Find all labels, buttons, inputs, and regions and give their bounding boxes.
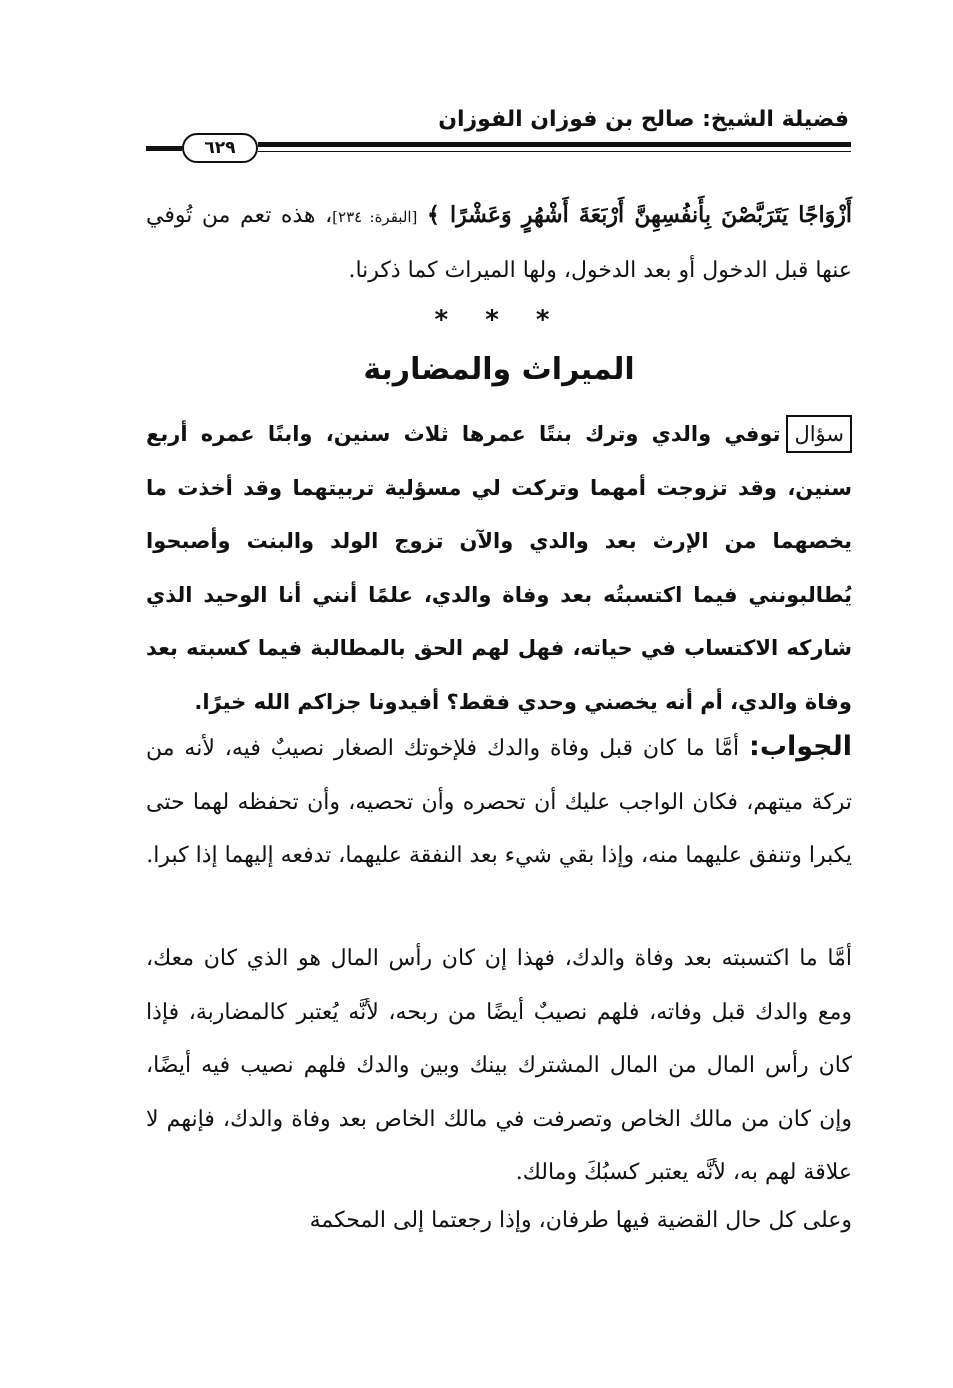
intro-paragraph: [146, 188, 852, 298]
question-text: توفي والدي وترك بنتًا عمرها ثلاث سنين، وابنًا عمره أربع سنين، وقد تزوجت أمهما وتركت لي مسؤلية تربيتهما وقد أخذت ما يخصهما من الإرث بعد والدي والآن تزوج الولد والبنت وأصبحوا يُطالبونني فيما اكتسبتُه بعد وفاة والدي، علمًا أنني أنا الوحيد الذي شاركه الاكتساب في حياته، فهل لهم الحق بالمطالبة فيما كسبته بعد وفاة والدي، أم أنه يخصني وحدي فقط؟ أفيدونا جزاكم الله خيرًا.: [146, 422, 852, 714]
page-number: ٦٢٩: [182, 133, 258, 163]
quran-verse: أَزْوَاجًا يَتَرَبَّصْنَ بِأَنفُسِهِنَّ أَرْبَعَةَ أَشْهُرٍ وَعَشْرًا ﴾: [426, 202, 852, 228]
running-header-title: فضيلة الشيخ: صالح بن فوزان الفوزان: [438, 107, 849, 132]
answer-text: أمَّا ما كان قبل وفاة والدك فلإخوتك الصغار نصيبٌ فيه، لأنه من تركة ميتهم، فكان الواجب عليك أن تحصره وأن تحصيه، وأن تحفظه لهما حتى يكبرا وتنفق عليهما منه، وإذا بقي شيء بعد النفقة عليهما، تدفعه إليهما إذا كبرا.: [146, 736, 852, 868]
header-rule-thick: [258, 142, 851, 147]
question-paragraph: [146, 408, 852, 729]
answer-paragraph: [146, 720, 852, 883]
paragraph-2: أمَّا ما اكتسبته بعد وفاة والدك، فهذا إن كان رأس المال هو الذي كان معك، ومع والدك قبل وفاته، فلهم نصيبٌ أيضًا من ربحه، لأنَّه يُعتبر كالمضاربة، فإذا كان رأس المال من المال المشترك بينك وبين والدك فلهم نصيب فيه أيضًا، وإن كان من مالك الخاص وتصرفت في مالك الخاص بعد وفاة والدك، فإنهم لا علاقة لهم به، لأنَّه يعتبر كسبُكَ ومالك.: [146, 946, 852, 1185]
question-label-box: سؤال: [786, 415, 852, 453]
section-title: الميراث والمضاربة: [363, 352, 635, 387]
answer-label: الجواب:: [749, 731, 853, 762]
section-separator: * * *: [434, 305, 564, 335]
header-rule-thin: [258, 151, 851, 152]
paragraph-3: وعلى كل حال القضية فيها طرفان، وإذا رجعتما إلى المحكمة: [309, 1208, 852, 1233]
header-rule-left: [146, 146, 182, 151]
verse-reference: [البقرة: ٢٣٤]: [332, 208, 418, 226]
intro-text: ، هذه تعم من تُوفي عنها قبل الدخول أو بعد الدخول، ولها الميراث كما ذكرنا.: [146, 203, 852, 283]
